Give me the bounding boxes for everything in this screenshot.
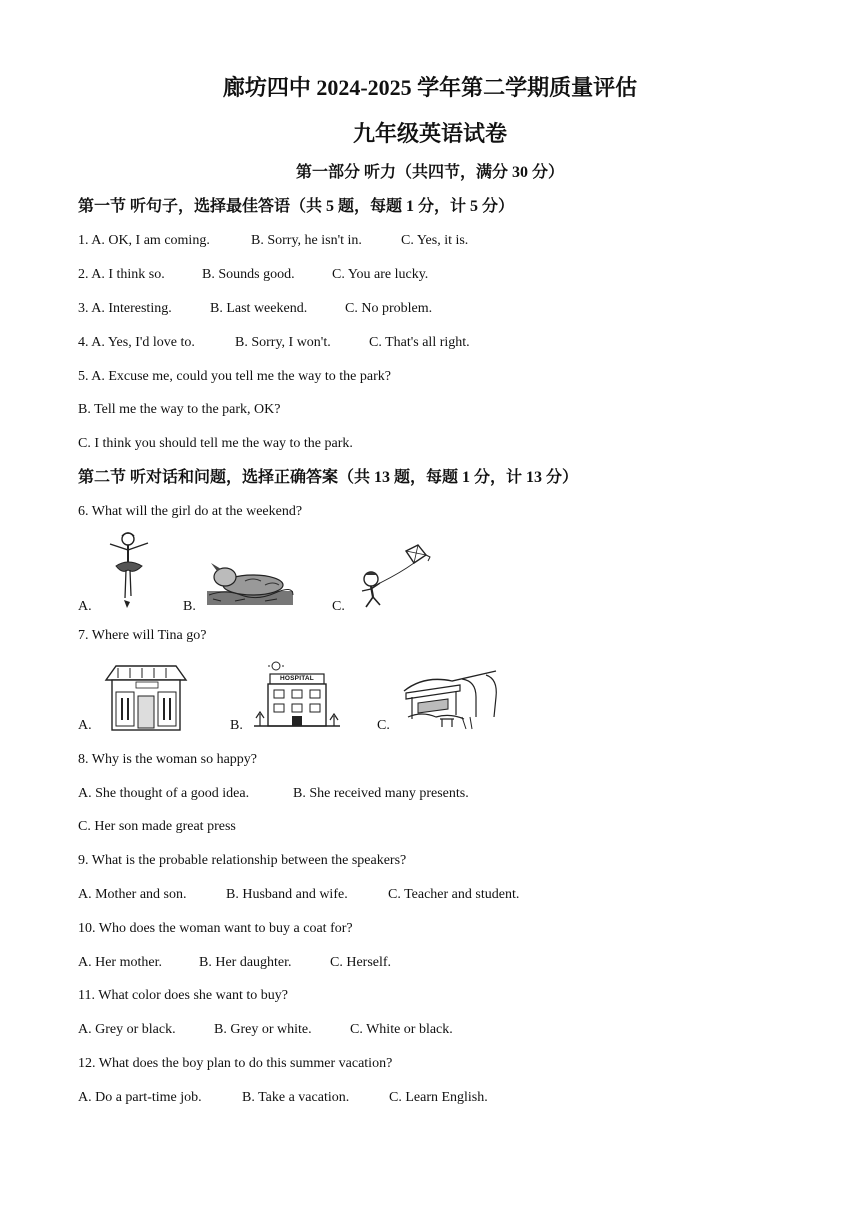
q10-option-c: C. Herself. (330, 955, 392, 970)
q2-option-c: C. You are lucky. (332, 267, 429, 282)
part-heading: 第一部分 听力（共四节，满分 30 分） (295, 164, 564, 181)
q12-option-c: C. Learn English. (389, 1090, 488, 1105)
q10-stem: 10. Who does the woman want to buy a coat for? (78, 921, 353, 936)
q6-stem: 6. What will the girl do at the weekend? (78, 504, 303, 519)
exam-title: 廊坊四中 2024-2025 学年第二学期质量评估 (222, 75, 638, 100)
section1-heading: 第一节 听句子，选择最佳答语（共 5 题，每题 1 分，计 5 分） (78, 198, 515, 215)
hospital-sign: HOSPITAL (280, 675, 314, 682)
q8-option-b: B. She received many presents. (293, 786, 469, 801)
q12-option-a: A. Do a part-time job. (78, 1090, 202, 1105)
q2-option-b: B. Sounds good. (202, 267, 295, 282)
q9-option-b: B. Husband and wife. (226, 887, 348, 902)
q3-option-c: C. No problem. (345, 301, 433, 316)
ballet-dancer-picture (100, 530, 156, 610)
park-cafe-picture (402, 667, 500, 731)
hospital-building-picture (250, 660, 344, 730)
q8-option-c: C. Her son made great press (78, 819, 236, 834)
q11-option-c: C. White or black. (350, 1022, 453, 1037)
q7-label-c: C. (377, 718, 390, 733)
section2-heading: 第二节 听对话和问题，选择正确答案（共 13 题，每题 1 分，计 13 分） (78, 469, 579, 486)
q3-option-a: 3. A. Interesting. (78, 301, 172, 316)
q10-option-a: A. Her mother. (78, 955, 162, 970)
q9-stem: 9. What is the probable relationship between the speakers? (78, 853, 407, 868)
kite-flying-picture (354, 543, 434, 611)
q4-option-a: 4. A. Yes, I'd love to. (78, 335, 195, 350)
q1-option-c: C. Yes, it is. (401, 233, 469, 248)
q5-option-c: C. I think you should tell me the way to the park. (78, 436, 353, 451)
q7-stem: 7. Where will Tina go? (78, 628, 207, 643)
q1-option-a: 1. A. OK, I am coming. (78, 233, 210, 248)
sleeping-dog-picture (205, 555, 295, 607)
q6-label-b: B. (183, 599, 196, 614)
exam-subtitle: 九年级英语试卷 (352, 121, 507, 146)
q8-stem: 8. Why is the woman so happy? (78, 752, 257, 767)
q3-option-b: B. Last weekend. (210, 301, 308, 316)
q11-option-a: A. Grey or black. (78, 1022, 176, 1037)
q11-option-b: B. Grey or white. (214, 1022, 312, 1037)
q5-option-a: 5. A. Excuse me, could you tell me the way to the park? (78, 369, 391, 384)
q12-option-b: B. Take a vacation. (242, 1090, 350, 1105)
q1-option-b: B. Sorry, he isn't in. (251, 233, 362, 248)
q10-option-b: B. Her daughter. (199, 955, 292, 970)
q9-option-c: C. Teacher and student. (388, 887, 520, 902)
q4-option-c: C. That's all right. (369, 335, 470, 350)
shop-building-picture (104, 662, 188, 732)
q4-option-b: B. Sorry, I won't. (235, 335, 331, 350)
q2-option-a: 2. A. I think so. (78, 267, 165, 282)
q12-stem: 12. What does the boy plan to do this summer vacation? (78, 1056, 393, 1071)
q7-label-b: B. (230, 718, 243, 733)
q7-label-a: A. (78, 718, 92, 733)
q9-option-a: A. Mother and son. (78, 887, 187, 902)
q11-stem: 11. What color does she want to buy? (78, 988, 288, 1003)
q8-option-a: A. She thought of a good idea. (78, 786, 250, 801)
q6-label-c: C. (332, 599, 345, 614)
q5-option-b: B. Tell me the way to the park, OK? (78, 402, 281, 417)
q6-label-a: A. (78, 599, 92, 614)
